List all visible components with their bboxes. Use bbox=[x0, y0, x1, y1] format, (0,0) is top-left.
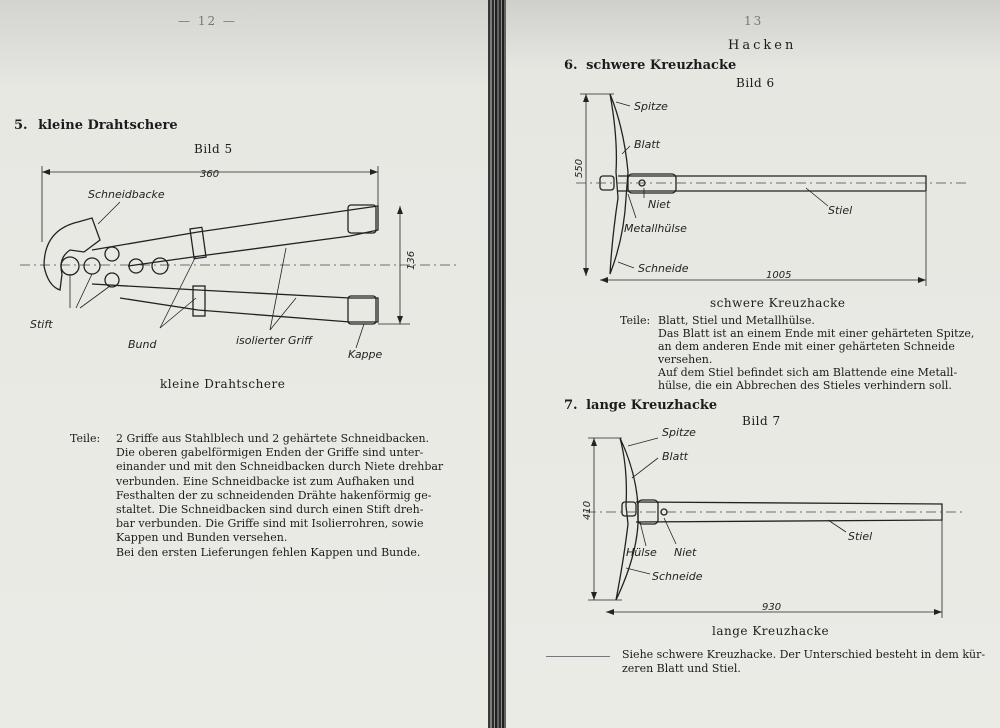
label-stiel-6: Stiel bbox=[828, 204, 853, 217]
dim-360-label: 360 bbox=[200, 169, 220, 180]
section-6-number: 6. bbox=[564, 58, 578, 73]
parts-line: einander und mit den Schneidbacken durch Niete drehbar bbox=[116, 460, 444, 474]
figure-5-wire-cutter-drawing bbox=[0, 158, 470, 378]
section-6-heading bbox=[564, 58, 736, 73]
figure-5-caption: kleine Drahtschere bbox=[160, 377, 286, 391]
parts-line: Bei den ersten Lieferungen fehlen Kappen und Bunde. bbox=[116, 545, 421, 559]
note-line: Siehe schwere Kreuzhacke. Der Unterschied besteht in dem kür- bbox=[622, 648, 986, 661]
parts-line: Die oberen gabelförmigen Enden der Griffe sind unter- bbox=[116, 446, 424, 460]
note-text-7 bbox=[622, 648, 994, 676]
figure-5-label: Bild 5 bbox=[194, 142, 233, 156]
dim-930-label: 930 bbox=[762, 602, 782, 613]
label-bund: Bund bbox=[128, 338, 157, 351]
section-6-title: schwere Kreuzhacke bbox=[586, 58, 737, 73]
figure-7-caption: lange Kreuzhacke bbox=[712, 624, 830, 638]
figure-6-pickaxe-drawing bbox=[566, 88, 986, 288]
label-niet-6: Niet bbox=[648, 198, 671, 211]
parts-label-6: Teile: bbox=[620, 314, 651, 327]
label-stift: Stift bbox=[30, 318, 53, 331]
figure-7-label: Bild 7 bbox=[742, 414, 781, 428]
section-7-heading bbox=[564, 398, 717, 413]
section-5-heading bbox=[14, 118, 178, 133]
running-head: Hacken bbox=[728, 38, 797, 53]
label-spitze-6: Spitze bbox=[634, 100, 668, 113]
dim-136-label: 136 bbox=[406, 250, 417, 270]
right-page bbox=[506, 0, 1000, 728]
label-blatt-6: Blatt bbox=[634, 138, 660, 151]
label-schneidbacke: Schneidbacke bbox=[88, 188, 165, 201]
figure-6-caption: schwere Kreuzhacke bbox=[710, 296, 846, 310]
page-number-right: 13 bbox=[744, 14, 764, 28]
parts-line: Blatt, Stiel und Metallhülse. bbox=[658, 314, 815, 327]
label-blatt-7: Blatt bbox=[662, 450, 688, 463]
parts-line: bar verbunden. Die Griffe sind mit Isolierrohren, sowie bbox=[116, 517, 424, 531]
parts-line: staltet. Die Schneidbacken sind durch einen Stift dreh- bbox=[116, 503, 424, 517]
parts-line: 2 Griffe aus Stahlblech und 2 gehärtete Schneidbacken. bbox=[116, 432, 430, 445]
figure-7-pickaxe-drawing bbox=[566, 428, 986, 620]
parts-label-5: Teile: bbox=[70, 432, 101, 445]
dim-1005-label: 1005 bbox=[766, 270, 792, 281]
figure-6-label: Bild 6 bbox=[736, 76, 775, 90]
label-schneide-7: Schneide bbox=[652, 570, 703, 583]
note-line: zeren Blatt und Stiel. bbox=[622, 662, 741, 676]
parts-line: Festhalten der zu schneidenden Drähte hakenförmig ge- bbox=[116, 488, 432, 502]
label-metallhuelse-6: Metallhülse bbox=[624, 222, 687, 235]
page-number-left: — 12 — bbox=[178, 14, 237, 28]
margin-rule bbox=[546, 656, 610, 657]
left-page bbox=[0, 0, 492, 728]
label-huelse-7: Hülse bbox=[626, 546, 657, 559]
label-kappe: Kappe bbox=[348, 348, 383, 361]
parts-line: versehen. bbox=[658, 353, 713, 366]
parts-line: Auf dem Stiel befindet sich am Blattende eine Metall- bbox=[658, 366, 958, 379]
parts-line: verbunden. Eine Schneidbacke ist zum Aufhaken und bbox=[116, 474, 415, 488]
label-stiel-7: Stiel bbox=[848, 530, 873, 543]
section-7-number: 7. bbox=[564, 398, 578, 413]
label-niet-7: Niet bbox=[674, 546, 697, 559]
label-spitze-7: Spitze bbox=[662, 428, 696, 439]
label-schneide-6: Schneide bbox=[638, 262, 689, 275]
section-7-title: lange Kreuzhacke bbox=[586, 398, 718, 413]
parts-line: hülse, die ein Abbrechen des Stieles verhindern soll. bbox=[658, 379, 952, 392]
label-isolierter-griff: isolierter Griff bbox=[236, 334, 313, 347]
dim-410-label: 410 bbox=[582, 500, 593, 520]
parts-line: an dem anderen Ende mit einer gehärteten Schneide bbox=[658, 340, 955, 353]
parts-text-6 bbox=[658, 314, 996, 392]
parts-line: Das Blatt ist an einem Ende mit einer gehärteten Spitze, bbox=[658, 327, 975, 340]
dim-550-label: 550 bbox=[574, 158, 585, 178]
section-5-title: kleine Drahtschere bbox=[38, 118, 178, 133]
parts-text-5 bbox=[116, 432, 486, 560]
section-5-number: 5. bbox=[14, 118, 28, 133]
parts-line: Kappen und Bunden versehen. bbox=[116, 531, 288, 545]
